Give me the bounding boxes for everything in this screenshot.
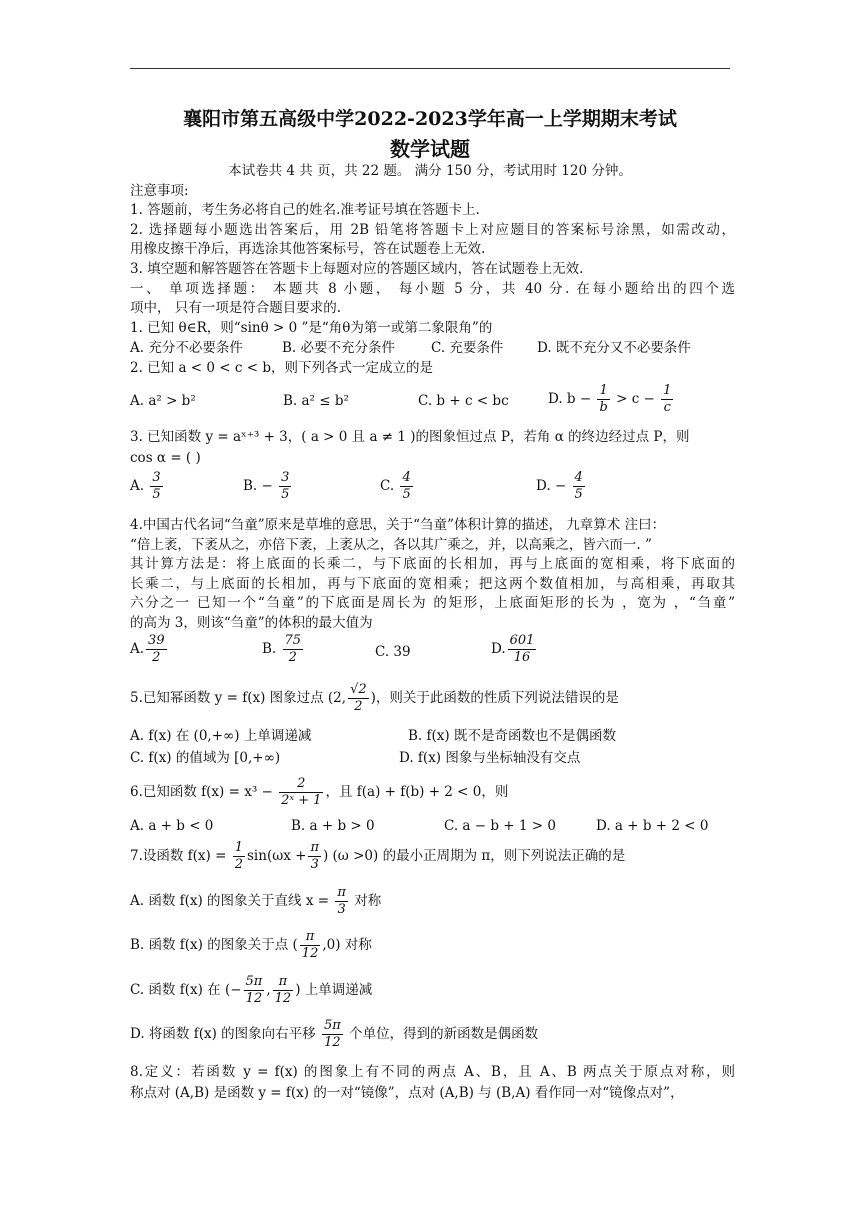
q4-option-c: C. 39 — [375, 644, 411, 660]
exam-title: 襄阳市第五高级中学2022-2023学年高一上学期期末考试 — [183, 108, 677, 130]
q6-option-d: D. a + b + 2 < 0 — [596, 818, 709, 834]
label: B. — [262, 641, 277, 657]
section-1-heading-cont: 项中， 只有一项是符合题目要求的. — [130, 300, 342, 316]
q2-option-a: A. a² > b² — [130, 393, 196, 409]
q7-b-frac — [300, 929, 321, 962]
q8-line-1: 8.定义：若函数 y = f(x) 的图象上有不同的两点 A、B，且 A、B 两点关于原点对称，则 — [130, 1064, 735, 1080]
q4-option-b — [262, 633, 305, 666]
denominator: 12 — [301, 946, 319, 961]
label: D. − — [536, 478, 567, 494]
q2-d-frac-2 — [661, 383, 673, 416]
q7-stem-c: ) (ω >0) 的最小正周期为 π，则下列说法正确的是 — [322, 848, 626, 864]
numerator: π — [300, 929, 321, 946]
denominator: b — [599, 400, 608, 415]
q7-c-frac-1 — [244, 974, 265, 1007]
label: C. — [380, 478, 395, 494]
q3-option-b — [243, 470, 293, 503]
q4-line-5: 六分之一 已知一个“刍童”的下底面是周长为 的矩形，上底面矩形的长为 ，宽为 ，“刍童” — [130, 595, 735, 611]
q4-b-frac — [283, 633, 304, 666]
q4-line-6: 的高为 3，则该“刍童”的体积的最大值为 — [130, 615, 373, 631]
q4-a-frac — [146, 633, 167, 666]
denominator: 12 — [245, 991, 263, 1006]
denominator: 5 — [152, 487, 161, 502]
denominator: 5 — [574, 487, 583, 502]
q3-option-c — [380, 470, 415, 503]
numerator: 39 — [148, 633, 165, 648]
q6-option-c: C. a − b + 1 > 0 — [444, 818, 556, 834]
q6-stem-b: ，且 f(a) + f(b) + 2 < 0，则 — [325, 784, 509, 800]
q3-option-d — [536, 470, 587, 503]
q7-a-text: A. 函数 f(x) 的图象关于直线 x = — [130, 893, 330, 909]
q5-stem-a: 5.已知幂函数 y = f(x) 图象过点 (2, — [130, 690, 347, 706]
q5-option-c: C. f(x) 的值域为 [0,+∞) — [130, 750, 281, 766]
q7-stem — [130, 840, 625, 873]
q7-stem-a: 7.设函数 f(x) = — [130, 848, 227, 864]
q3-option-a — [130, 470, 165, 503]
q7-d-frac — [322, 1018, 343, 1051]
denominator: 12 — [324, 1035, 341, 1050]
q8-line-2: 称点对 (A,B) 是函数 y = f(x) 的一对“镜像”，点对 (A,B) 与 (B,A) 看作同一对“镜像点对”， — [130, 1085, 684, 1101]
q7-a-tail: 对称 — [354, 893, 382, 909]
denominator: 5 — [402, 487, 411, 502]
q7-option-b — [130, 929, 372, 962]
note-2a: 2. 选择题每小题选出答案后，用 2B 铅笔将答题卡上对应题目的答案标号涂黑，如需改动， — [130, 222, 735, 238]
numerator: √2 — [350, 682, 367, 697]
section-1-heading: 一、 单项选择题： 本题共 8 小题， 每小题 5 分，共 40 分. 在每小题给出的四个选 — [130, 281, 735, 297]
note-3: 3. 填空题和解答题答在答题卡上每题对应的答题区域内，答在试题卷上无效. — [130, 261, 584, 277]
denominator: 2 — [152, 650, 161, 665]
denominator: c — [663, 400, 671, 415]
q3-c-frac — [400, 470, 412, 503]
q4-d-frac — [508, 633, 537, 666]
q7-b-tail: ,0) 对称 — [322, 937, 372, 953]
q7-b-text: B. 函数 f(x) 的图象关于点 ( — [130, 937, 298, 953]
denominator: 3 — [337, 902, 346, 917]
q5-root-frac — [348, 682, 369, 715]
denominator: 12 — [274, 991, 292, 1006]
q2-d-frac-1 — [597, 383, 609, 416]
denominator: 3 — [310, 857, 319, 872]
q6-frac — [279, 776, 323, 809]
numerator: 3 — [152, 470, 161, 485]
q7-d-text: D. 将函数 f(x) 的图象向右平移 — [130, 1026, 316, 1042]
numerator: π — [310, 840, 319, 855]
q4-option-d — [491, 633, 538, 666]
q2-stem: 2. 已知 a < 0 < c < b，则下列各式一定成立的是 — [130, 360, 433, 376]
q1-option-d: D. 既不充分又不必要条件 — [537, 340, 691, 356]
exam-subtitle: 数学试题 — [390, 137, 470, 161]
q7-option-a — [130, 885, 381, 918]
q3-stem-cont: cos α = ( ) — [130, 450, 201, 466]
q2-d-prefix: D. b − — [548, 391, 592, 407]
notes-heading: 注意事项: — [130, 183, 189, 199]
label: D. — [491, 641, 506, 657]
q7-c-mid: , — [266, 982, 271, 998]
q2-d-mid: > c − — [616, 391, 655, 407]
label: B. − — [243, 478, 273, 494]
numerator: π — [337, 885, 346, 900]
q1-option-b: B. 必要不充分条件 — [282, 340, 396, 356]
note-2b: 用橡皮擦干净后，再选涂其他答案标号，答在试题卷上无效. — [130, 241, 486, 257]
q3-b-frac — [279, 470, 291, 503]
denominator: 2 — [234, 857, 243, 872]
q2-option-c: C. b + c < bc — [418, 393, 509, 409]
denominator: 2 — [354, 699, 363, 714]
q3-stem: 3. 已知函数 y = aˣ⁺³ + 3，( a > 0 且 a ≠ 1 )的图象恒过点 P，若角 α 的终边经过点 P，则 — [130, 429, 690, 445]
header-rule — [130, 68, 730, 69]
q2-option-d — [548, 383, 675, 416]
numerator: 5π — [323, 1018, 341, 1033]
q6-stem-a: 6.已知函数 f(x) = x³ − — [130, 784, 273, 800]
q5-stem — [130, 682, 619, 715]
denominator: 2ˣ + 1 — [281, 793, 322, 808]
numerator: 4 — [402, 470, 411, 485]
q7-a-frac — [335, 885, 348, 918]
q4-option-a — [130, 633, 169, 666]
numerator: 601 — [509, 633, 535, 648]
q7-option-d — [130, 1018, 538, 1051]
q4-line-2: “倍上袤，下袤从之，亦倍下袤，上袤从之，各以其广乘之，并，以高乘之，皆六而一. ” — [130, 537, 652, 553]
q3-a-frac — [150, 470, 162, 503]
q7-c-frac-2 — [273, 974, 294, 1007]
numerator: 4 — [574, 470, 583, 485]
q5-option-a: A. f(x) 在 (0,+∞) 上单调递减 — [130, 728, 312, 744]
numerator: 75 — [284, 633, 302, 648]
label: A. — [130, 478, 145, 494]
q7-c-tail: ) 上单调递减 — [295, 982, 373, 998]
q4-line-1: 4.中国古代名词“刍童”原来是草堆的意思，关于“刍童”体积计算的描述， 九章算术 注曰： — [130, 517, 666, 533]
q7-d-tail: 个单位，得到的新函数是偶函数 — [349, 1026, 539, 1042]
denominator: 16 — [513, 650, 531, 665]
q6-stem — [130, 776, 508, 809]
q7-option-c — [130, 974, 372, 1007]
q6-option-b: B. a + b > 0 — [291, 818, 375, 834]
denominator: 5 — [281, 487, 290, 502]
q1-option-c: C. 充要条件 — [431, 340, 504, 356]
denominator: 2 — [288, 650, 297, 665]
exam-info: 本试卷共 4 共 页，共 22 题。 满分 150 分，考试用时 120 分钟。 — [228, 163, 632, 179]
numerator: 5π — [245, 974, 263, 989]
q7-stem-b: sin(ωx + — [247, 848, 307, 864]
q2-option-b: B. a² ≤ b² — [283, 393, 349, 409]
q7-pi-frac — [308, 840, 321, 873]
numerator: 1 — [234, 840, 243, 855]
q7-half-frac — [233, 840, 245, 873]
numerator: π — [273, 974, 294, 991]
note-1: 1. 答题前，考生务必将自己的姓名.准考证号填在答题卡上. — [130, 202, 480, 218]
numerator: 3 — [281, 470, 290, 485]
q4-line-3: 其计算方法是：将上底面的长乘二，与下底面的长相加，再与上底面的宽相乘，将下底面的 — [130, 556, 735, 572]
q6-option-a: A. a + b < 0 — [130, 818, 214, 834]
q7-c-text: C. 函数 f(x) 在 (− — [130, 982, 242, 998]
numerator: 1 — [597, 383, 609, 400]
q1-stem: 1. 已知 θ∈R，则“sinθ > 0 ”是“角θ为第一或第二象限角”的 — [130, 320, 493, 336]
numerator: 1 — [663, 383, 672, 398]
label: A. — [130, 641, 145, 657]
q4-line-4: 长乘二，与上底面的长相加，再与下底面的宽相乘；把这两个数值相加，与高相乘，再取其 — [130, 576, 735, 592]
q5-stem-b: )，则关于此函数的性质下列说法错误的是 — [370, 690, 619, 706]
numerator: 2 — [279, 776, 323, 793]
q1-option-a: A. 充分不必要条件 — [130, 340, 243, 356]
q5-option-d: D. f(x) 图象与坐标轴没有交点 — [399, 750, 581, 766]
q3-d-frac — [573, 470, 585, 503]
q5-option-b: B. f(x) 既不是奇函数也不是偶函数 — [408, 728, 616, 744]
